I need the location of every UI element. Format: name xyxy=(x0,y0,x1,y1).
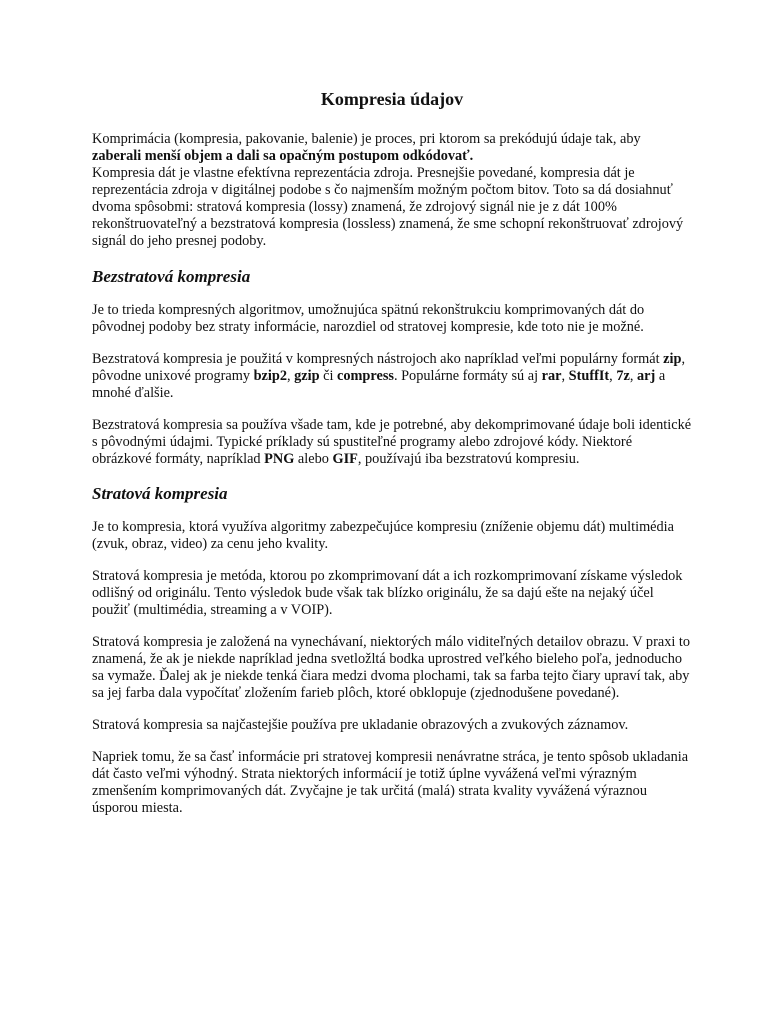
lossless-paragraph-2 xyxy=(92,351,692,402)
format-png: PNG xyxy=(264,451,295,467)
text-run: , xyxy=(286,368,295,384)
format-gzip: gzip xyxy=(294,368,320,384)
text-run: . Populárne formáty sú aj xyxy=(393,368,542,384)
intro-paragraph-1 xyxy=(92,131,692,165)
lossless-paragraph-3 xyxy=(92,417,692,468)
format-bzip2: bzip2 xyxy=(253,368,287,384)
lossless-paragraph-1: Je to trieda kompresných algoritmov, umožnujúca spätnú rekonštrukciu komprimovaných dát do pôvodnej podoby bez straty informácie, narozdiel od stratovej kompresie, kde toto nie je možné. xyxy=(92,302,645,335)
format-arj: arj xyxy=(636,368,656,384)
text-run: , používajú iba bezstratovú kompresiu. xyxy=(357,451,580,467)
intro-text: Komprimácia (kompresia, pakovanie, balenie) je proces, pri ktorom sa prekódujú údaje tak, aby xyxy=(92,131,641,147)
text-run: , xyxy=(629,368,637,384)
format-zip: zip xyxy=(663,351,682,367)
format-compress: compress xyxy=(337,368,394,384)
format-stuffit: StuffIt xyxy=(568,368,610,384)
section-heading-lossless: Bezstratová kompresia xyxy=(92,267,251,286)
lossy-paragraph-3: Stratová kompresia je založená na vynechávaní, niektorých málo viditeľných detailov obrazu. V praxi to znamená, že ak je niekde napríklad jedna svetložltá bodka uprostred veľkého bieleho poľa, jednoducho sa vymaže. Ďalej ak je niekde tenká čiara medzi dvoma plochami, tak sa farba tejto čiary upraví tak, aby sa jej farba dala vypočítať zložením farieb plôch, ktoré obklopuje (zjednodušene povedané). xyxy=(92,634,691,701)
document-title: Kompresia údajov xyxy=(320,89,464,109)
lossy-paragraph-1: Je to kompresia, ktorá využíva algoritmy zabezpečujúce kompresiu (zníženie objemu dát) multimédia (zvuk, obraz, video) za cenu jeho kvality. xyxy=(92,519,674,552)
text-run: alebo xyxy=(294,451,333,467)
text-run: Bezstratová kompresia sa používa všade tam, kde je potrebné, aby dekomprimované údaje boli identické s pôvodnými údajmi. Typické príklady sú spustiteľné programy alebo zdrojové kódy. Niektoré obrázkové formáty, napríklad xyxy=(92,417,692,467)
text-run: a mnohé ďalšie. xyxy=(92,368,666,401)
lossy-paragraph-2: Stratová kompresia je metóda, ktorou po zkomprimovaní dát a ich rozkomprimovaní získame výsledok odlišný od originálu. Tento výsledok bude však tak blízko originálu, že sa dajú ešte na nejaký účel použiť (multimédia, streaming a v VOIP). xyxy=(92,568,683,618)
intro-bold-text: zaberali menší objem a dali sa opačným postupom odkódovať. xyxy=(92,148,474,164)
text-run: , xyxy=(561,368,569,384)
lossy-paragraph-4: Stratová kompresia sa najčastejšie používa pre ukladanie obrazových a zvukových záznamov. xyxy=(92,717,629,733)
text-run: Bezstratová kompresia je použitá v kompresných nástrojoch ako napríklad veľmi populárny formát xyxy=(92,351,664,367)
intro-paragraph-2: Kompresia dát je vlastne efektívna reprezentácia zdroja. Presnejšie povedané, kompresia dát je reprezentácia zdroja v digitálnej podobe s čo najmenším možným počtom bitov. Toto sa dá dosiahnuť dvoma spôsobmi: stratová kompresia (lossy) znamená, že zdrojový signál nie je z dát 100% rekonštruovateľný a bezstratová kompresia (lossless) znamená, že sme schopní rekonštruovať zdrojový signál do jeho presnej podoby. xyxy=(92,165,684,249)
lossy-paragraph-5: Napriek tomu, že sa časť informácie pri stratovej kompresii nenávratne stráca, je tento spôsob ukladania dát často veľmi výhodný. Strata niektorých informácií je totiž úplne vyvážená veľmi výrazným zmenšením komprimovaných dát. Zvyčajne je tak určitá (malá) strata kvality vyvážená výraznou úsporou miesta. xyxy=(92,749,689,816)
document-page xyxy=(92,88,692,832)
format-rar: rar xyxy=(541,368,562,384)
section-heading-lossy: Stratová kompresia xyxy=(92,484,228,503)
format-gif: GIF xyxy=(332,451,358,467)
text-run: , xyxy=(609,368,617,384)
text-run: či xyxy=(319,368,338,384)
format-7z: 7z xyxy=(616,368,630,384)
text-run: , pôvodne unixové programy xyxy=(92,351,686,384)
